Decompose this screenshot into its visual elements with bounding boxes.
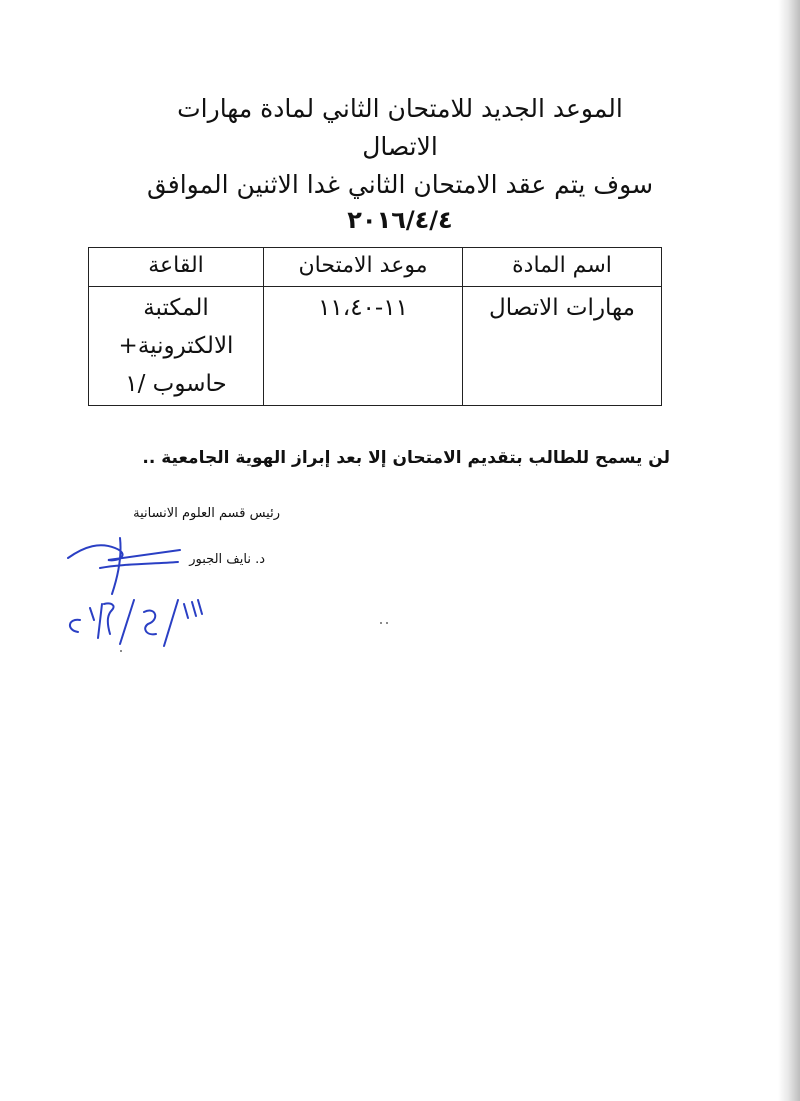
scan-speck: [386, 622, 388, 624]
handwritten-date: [60, 590, 230, 650]
handwritten-signature: [60, 528, 220, 598]
table-header-row: [89, 248, 662, 287]
cell-subject: مهارات الاتصال: [463, 287, 662, 406]
header-hall: القاعة: [89, 248, 264, 287]
header-time: موعد الامتحان: [264, 248, 463, 287]
heading-line-1: الموعد الجديد للامتحان الثاني لمادة مهارات: [177, 94, 623, 123]
exam-date: ٢٠١٦/٤/٤: [347, 206, 453, 234]
heading-line-3: سوف يتم عقد الامتحان الثاني غدا الاثنين الموافق: [146, 170, 654, 199]
cell-time: ١١-١١،٤٠: [264, 287, 463, 406]
header-subject: اسم المادة: [463, 248, 662, 287]
announcement-heading: [80, 90, 720, 236]
table-row: [89, 287, 662, 406]
scan-speck: [120, 650, 122, 652]
page-edge-shadow: [778, 0, 800, 1101]
exam-schedule-table: [88, 247, 662, 406]
signatory-name: د. نايف الجبور: [189, 552, 265, 567]
cell-hall: المكتبة الالكترونية+ حاسوب /١: [89, 287, 264, 406]
scan-speck: [380, 622, 382, 624]
signatory-title: رئيس قسم العلوم الانسانية: [133, 506, 280, 521]
heading-line-2: الاتصال: [362, 132, 438, 161]
id-requirement-notice: لن يسمح للطالب بتقديم الامتحان إلا بعد إبراز الهوية الجامعية ..: [142, 448, 670, 468]
